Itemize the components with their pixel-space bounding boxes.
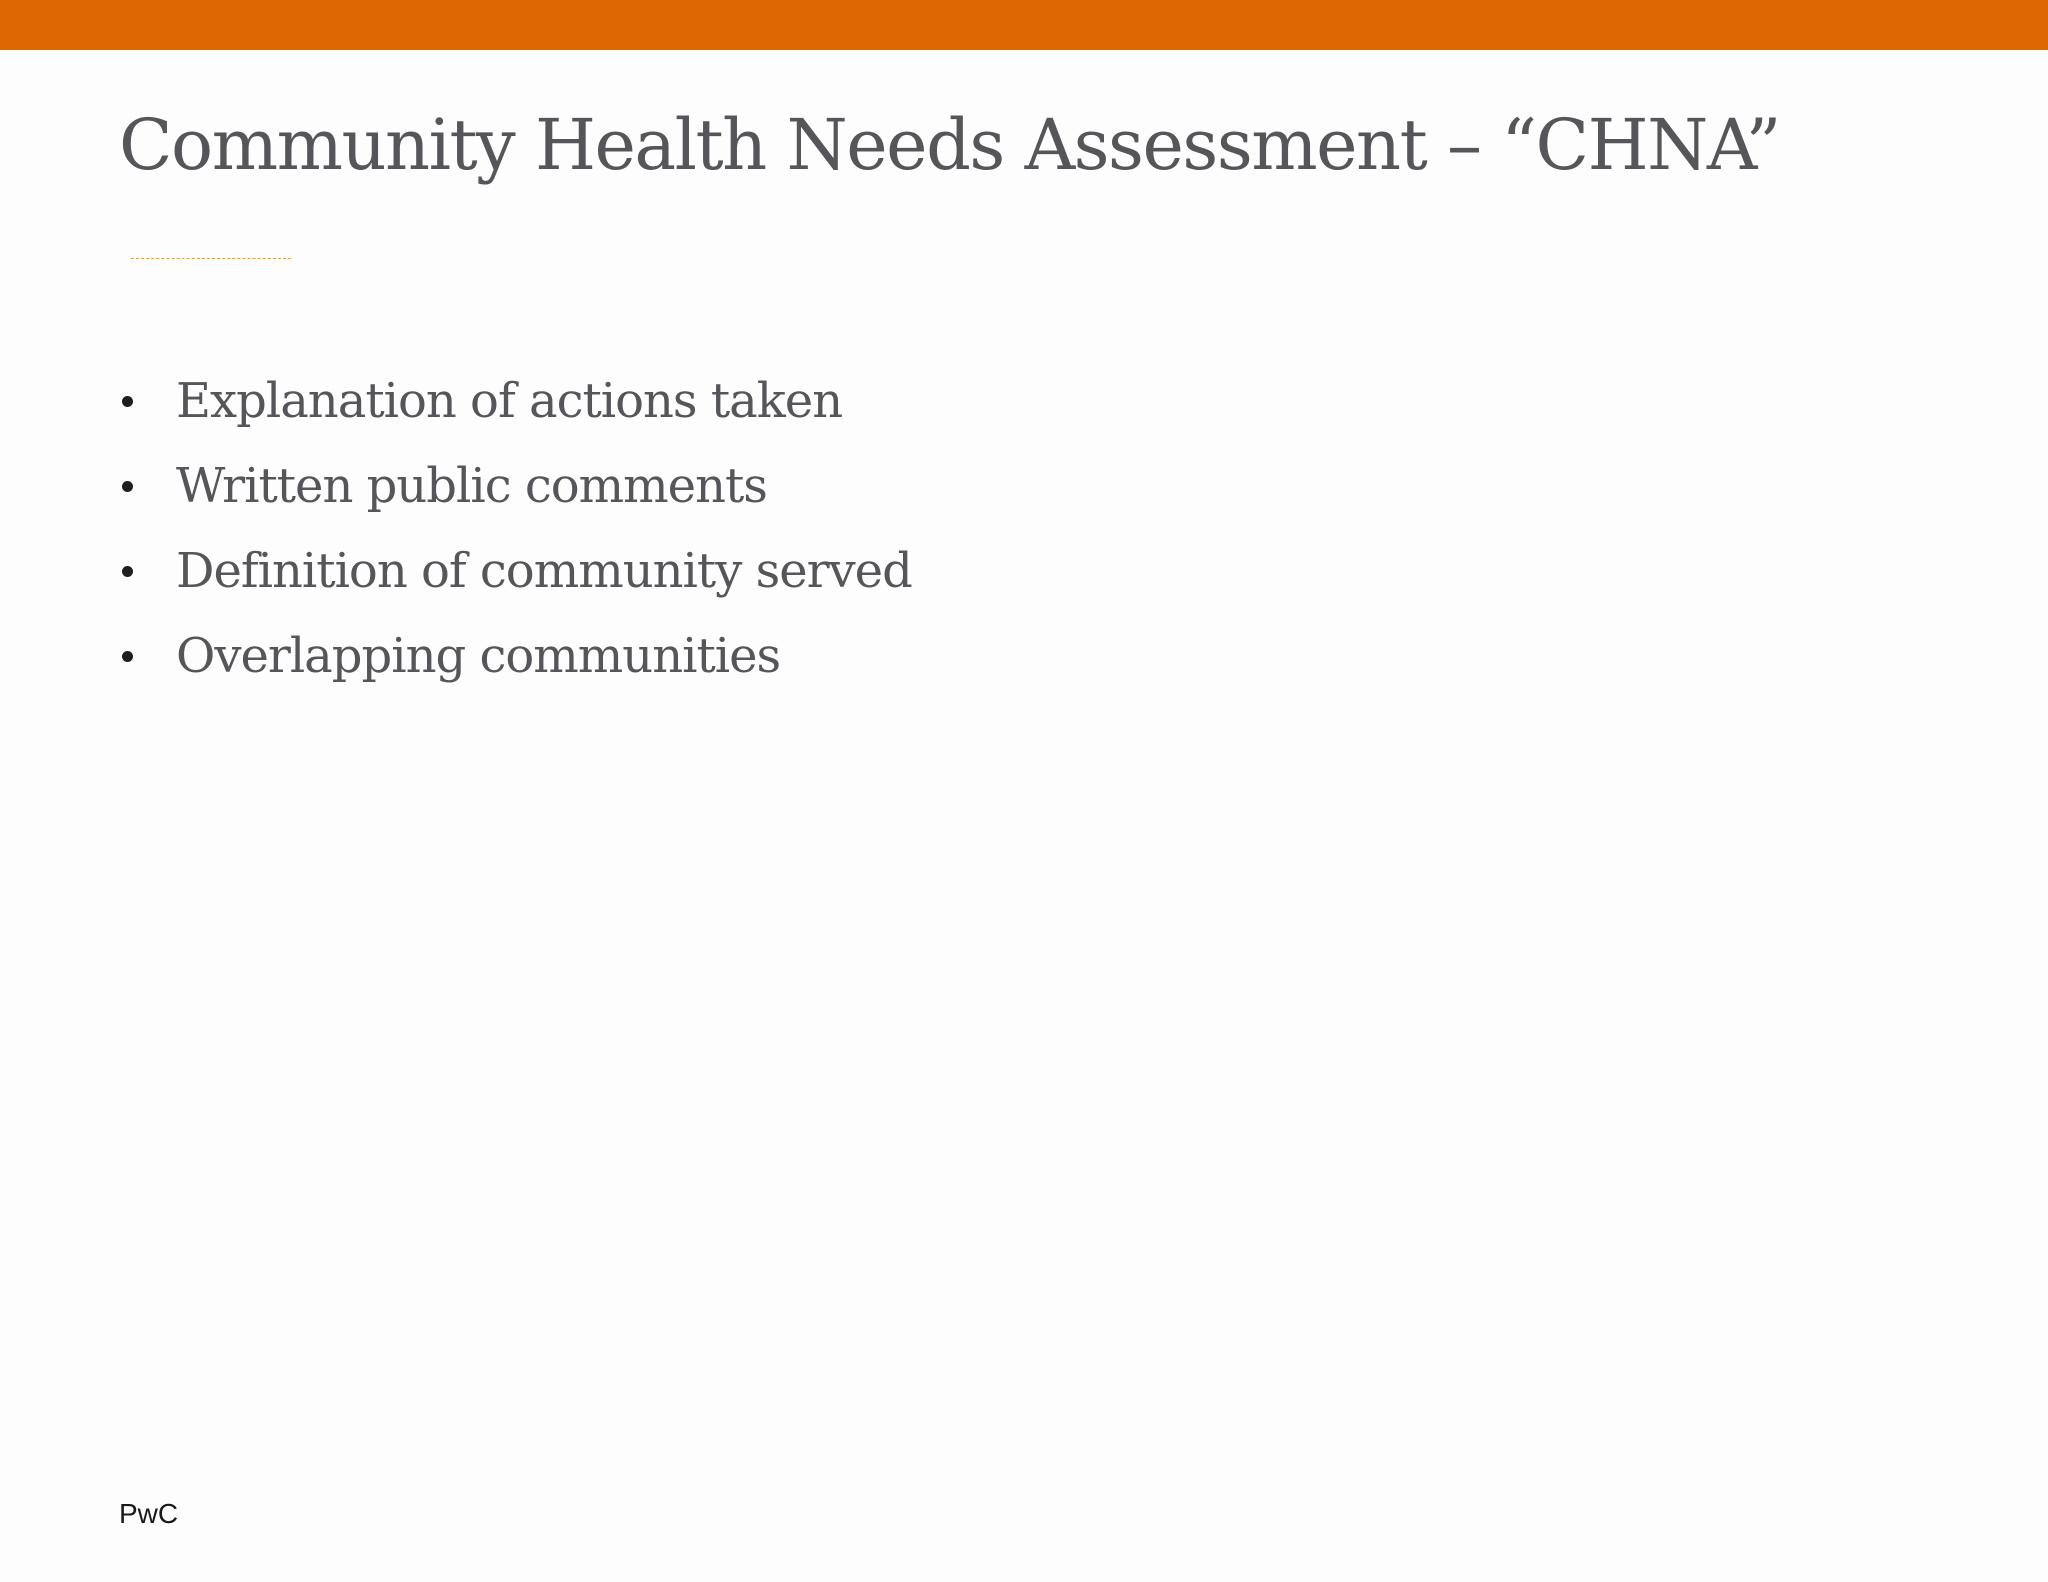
bullet-text: Overlapping communities [176,628,781,684]
footer-brand-label: PwC [119,1498,179,1529]
bullet-text: Explanation of actions taken [176,373,843,429]
bullet-icon [122,396,133,407]
bullet-icon [122,566,133,577]
bullet-icon [122,651,133,662]
title-underline-divider [131,258,291,259]
bullet-icon [122,481,133,492]
bullet-text: Written public comments [176,458,767,514]
slide-title: Community Health Needs Assessment – “CHNA” [119,104,1780,186]
bullet-text: Definition of community served [176,543,912,599]
top-accent-bar [0,0,2048,50]
